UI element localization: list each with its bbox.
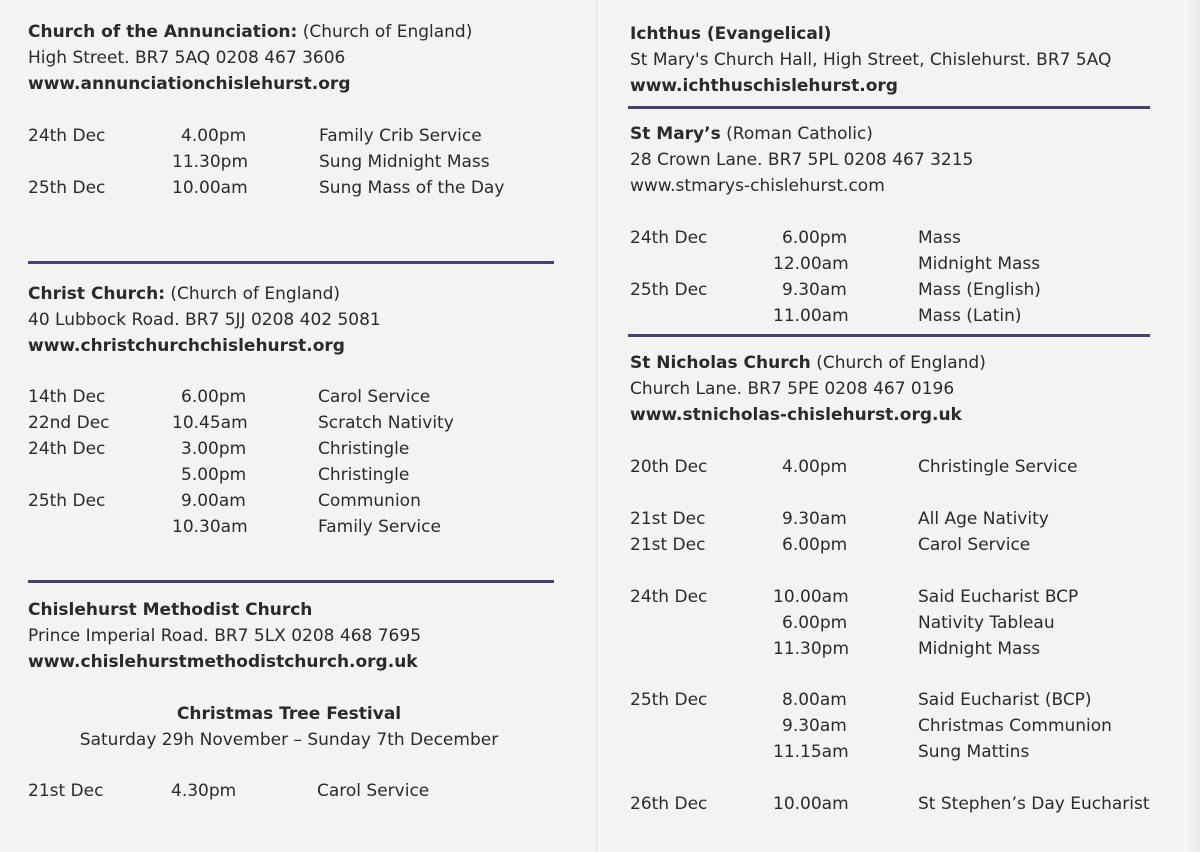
service-time: 11.00am [773,306,849,326]
service-date: 26th Dec [630,794,708,814]
service-date: 20th Dec [630,457,708,477]
service-date: 24th Dec [28,126,106,146]
service-time: 6.00pm [782,535,848,555]
church-name: Chislehurst Methodist Church [28,600,313,620]
service-time: 10.30am [172,517,248,537]
service-time: 6.00pm [782,228,848,248]
festival-dates: Saturday 29h November – Sunday 7th December [79,730,499,750]
church-name: St Mary’s [630,124,721,144]
service-name: Communion [318,491,421,511]
church-denomination: (Roman Catholic) [720,124,873,144]
annunciation-header [28,19,472,97]
service-name: Mass [918,228,961,248]
church-title [28,281,381,307]
service-name: All Age Nativity [918,509,1049,529]
church-website[interactable]: www.annunciationchislehurst.org [28,74,351,94]
service-time: 3.00pm [181,439,247,459]
service-time: 10.00am [172,178,248,198]
service-time: 9.30am [782,716,847,736]
church-website[interactable]: www.chislehurstmethodistchurch.org.uk [28,652,418,672]
service-name: Said Eucharist (BCP) [918,690,1092,710]
church-website[interactable]: www.stnicholas-chislehurst.org.uk [630,405,962,425]
church-denomination: (Church of England) [297,22,473,42]
service-time: 9.00am [181,491,246,511]
service-time: 5.00pm [181,465,247,485]
methodist-header [28,597,421,675]
church-title [630,121,973,147]
service-name: Christingle [318,465,410,485]
church-address: 40 Lubbock Road. BR7 5JJ 0208 402 5081 [28,310,381,330]
service-name: Christingle Service [918,457,1078,477]
service-name: Midnight Mass [918,254,1041,274]
church-title [28,19,472,45]
service-time: 11.15am [773,742,849,762]
service-date: 24th Dec [630,228,708,248]
service-name: Said Eucharist BCP [918,587,1079,607]
service-name: Family Service [318,517,441,537]
service-time: 8.00am [782,690,847,710]
service-name: Carol Service [318,387,431,407]
service-name: Christmas Communion [918,716,1112,736]
church-website[interactable]: www.christchurchchislehurst.org [28,336,345,356]
church-address: High Street. BR7 5AQ 0208 467 3606 [28,48,346,68]
service-time: 10.00am [773,587,849,607]
service-name: Carol Service [317,781,430,801]
service-date: 21st Dec [28,781,104,801]
church-address: Prince Imperial Road. BR7 5LX 0208 468 7695 [28,626,422,646]
service-time: 10.00am [773,794,849,814]
church-name: Ichthus (Evangelical) [630,24,832,44]
section-divider [628,106,1150,109]
service-name: Sung Mattins [918,742,1030,762]
section-divider [628,334,1150,337]
service-date: 21st Dec [630,535,706,555]
service-name: Sung Mass of the Day [319,178,505,198]
stmarys-header [630,121,973,199]
service-name: Mass (English) [918,280,1041,300]
service-time: 4.00pm [782,457,848,477]
service-date: 25th Dec [28,491,106,511]
christchurch-header [28,281,381,359]
church-name: Church of the Annunciation: [28,22,298,42]
service-date: 21st Dec [630,509,706,529]
church-website[interactable]: www.ichthuschislehurst.org [630,76,898,96]
service-time: 11.30pm [773,639,850,659]
service-date: 25th Dec [28,178,106,198]
service-date: 25th Dec [630,280,708,300]
service-date: 22nd Dec [28,413,110,433]
service-name: St Stephen’s Day Eucharist [918,794,1150,814]
service-time: 9.30am [782,280,847,300]
festival-title: Christmas Tree Festival [176,704,402,724]
service-name: Carol Service [918,535,1031,555]
church-address: 28 Crown Lane. BR7 5PL 0208 467 3215 [630,150,974,170]
service-time: 4.00pm [181,126,247,146]
service-date: 14th Dec [28,387,106,407]
service-name: Christingle [318,439,410,459]
service-time: 11.30pm [172,152,249,172]
paper-edge [1184,0,1200,852]
stnicholas-header [630,350,986,428]
church-denomination: (Church of England) [165,284,341,304]
church-name: St Nicholas Church [630,353,811,373]
page-fold [596,0,597,852]
section-divider [28,261,554,264]
service-name: Scratch Nativity [318,413,454,433]
church-name: Christ Church: [28,284,165,304]
church-denomination: (Church of England) [810,353,986,373]
service-date: 24th Dec [28,439,106,459]
service-name: Mass (Latin) [918,306,1022,326]
service-name: Sung Midnight Mass [319,152,490,172]
church-website[interactable]: www.stmarys-chislehurst.com [630,176,885,196]
church-address: Church Lane. BR7 5PE 0208 467 0196 [630,379,955,399]
church-address: St Mary's Church Hall, High Street, Chislehurst. BR7 5AQ [630,50,1112,70]
service-name: Nativity Tableau [918,613,1055,633]
ichthus-header [630,21,1111,99]
service-time: 9.30am [782,509,847,529]
church-title [630,350,986,376]
service-date: 25th Dec [630,690,708,710]
service-time: 12.00am [773,254,849,274]
service-name: Family Crib Service [319,126,482,146]
service-date: 24th Dec [630,587,708,607]
service-time: 4.30pm [171,781,237,801]
service-time: 6.00pm [181,387,247,407]
service-time: 6.00pm [782,613,848,633]
section-divider [28,580,554,583]
service-time: 10.45am [172,413,248,433]
service-name: Midnight Mass [918,639,1041,659]
